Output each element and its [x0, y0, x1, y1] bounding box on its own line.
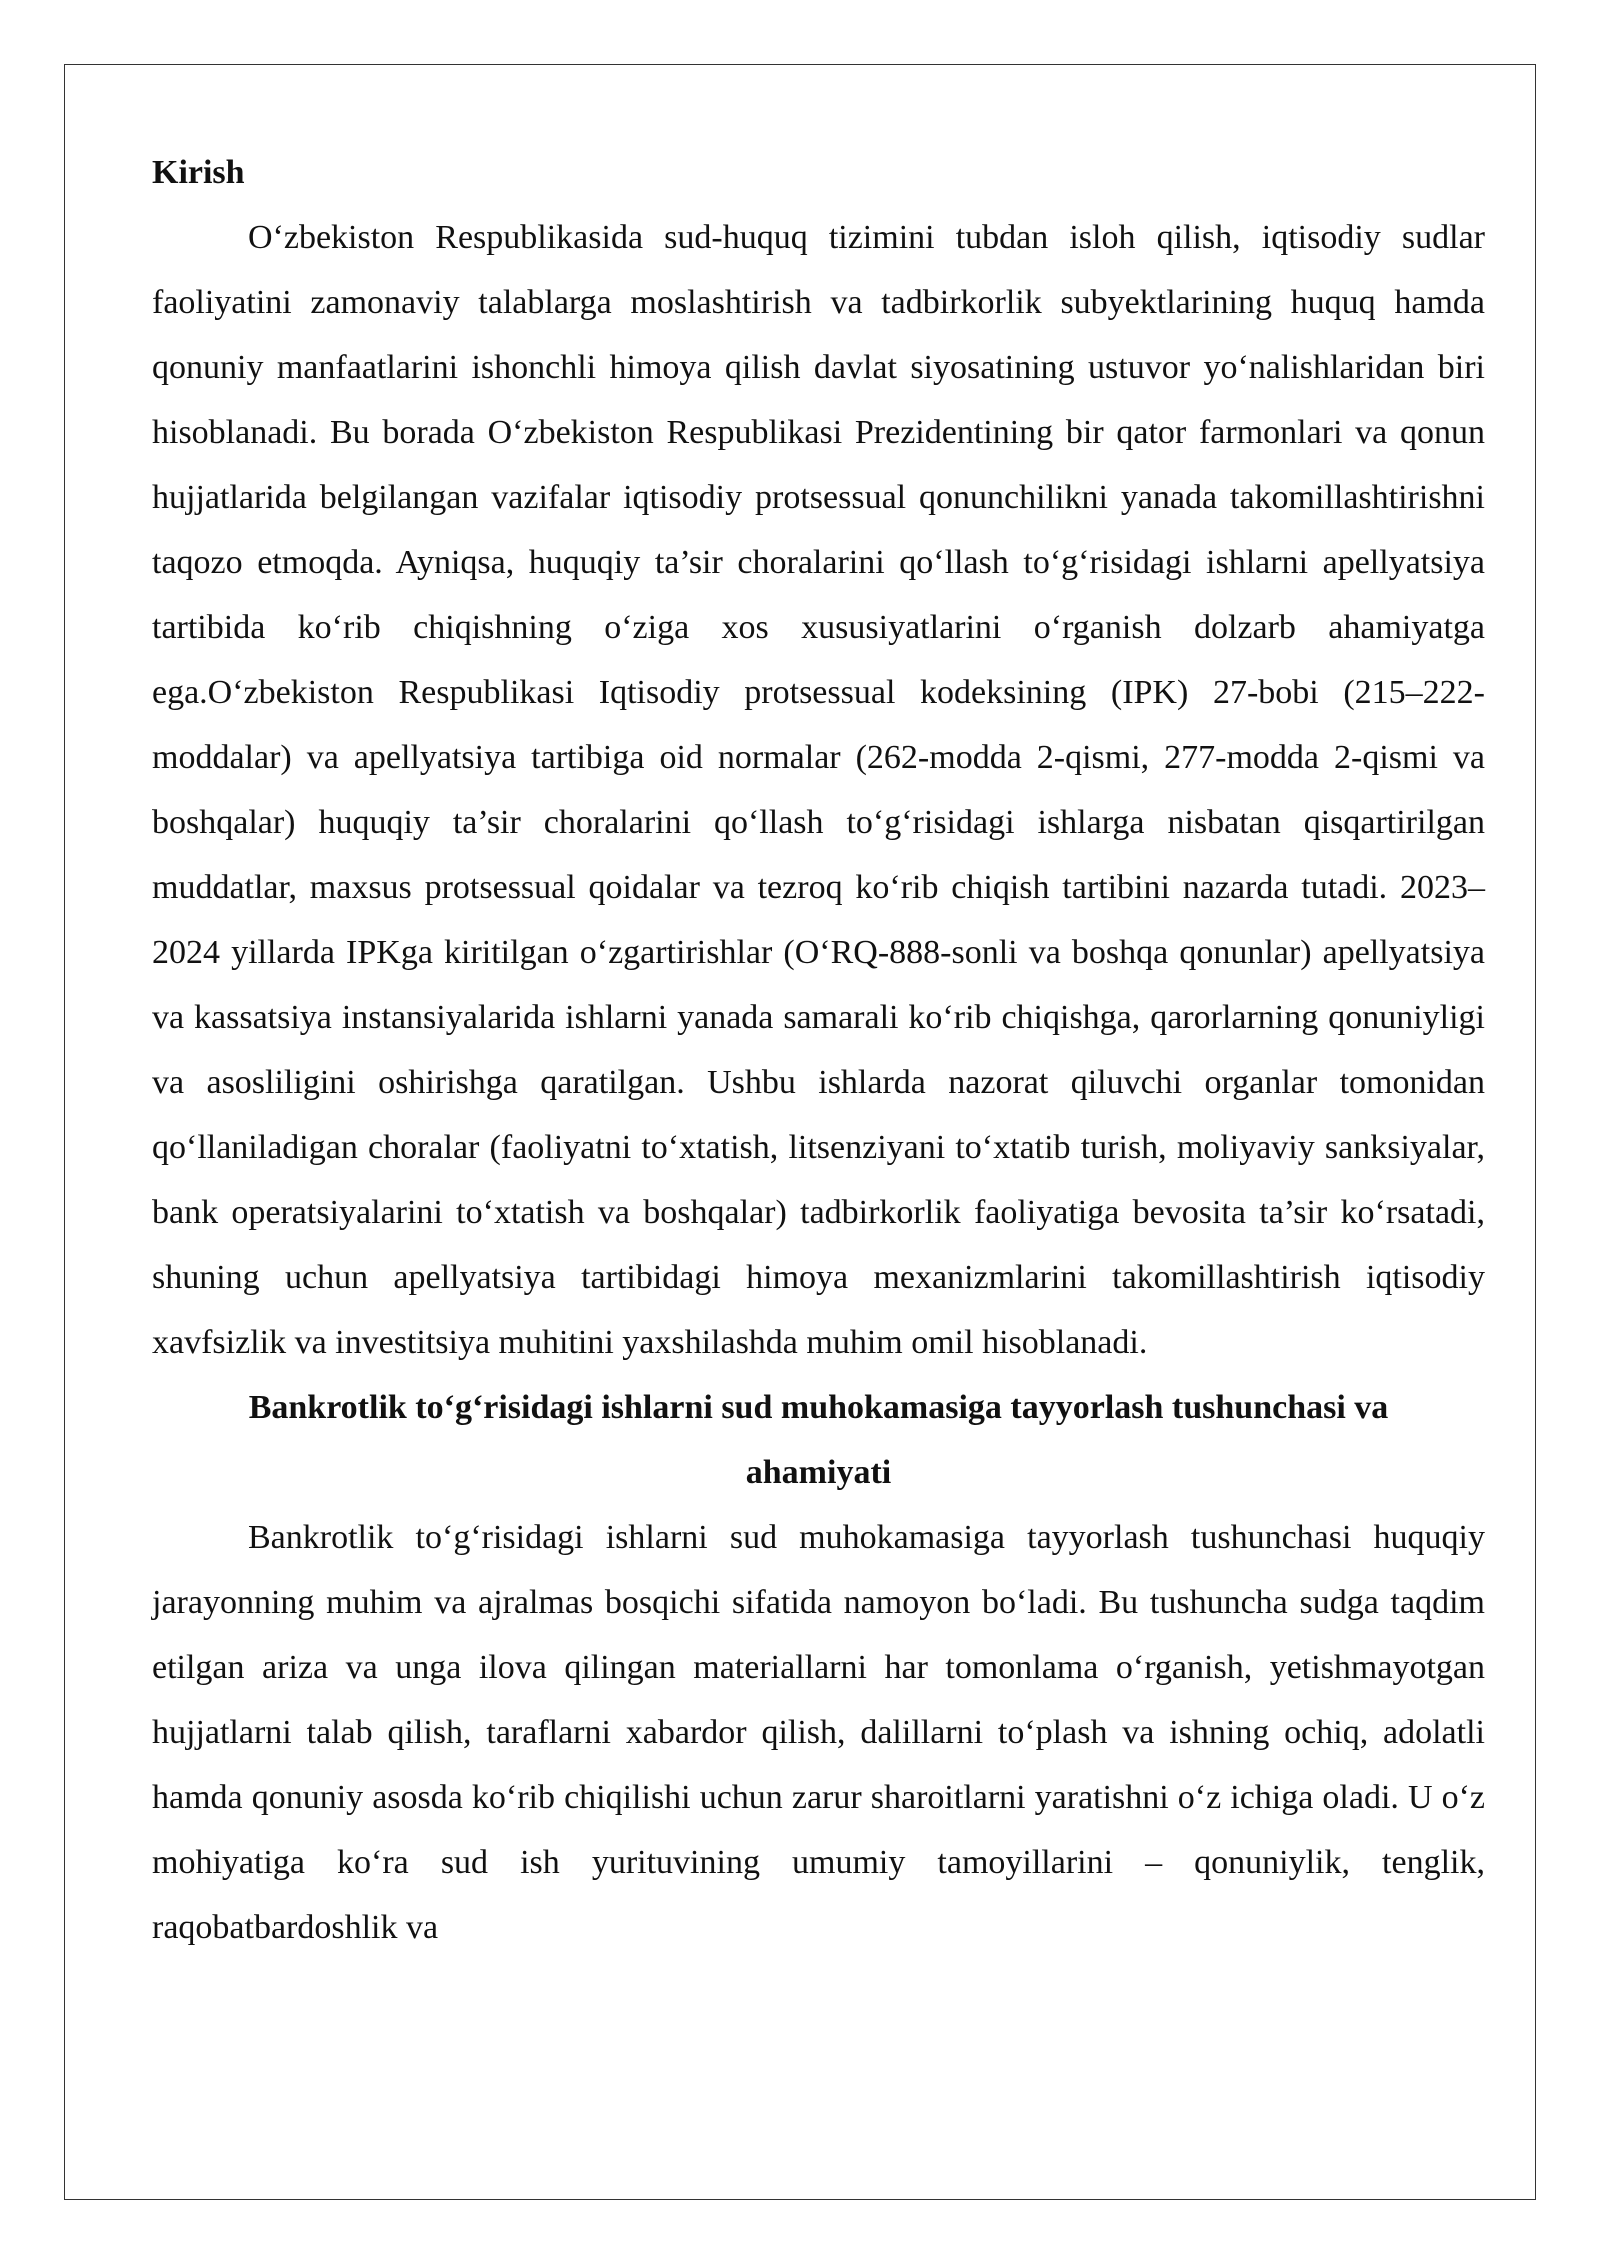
paragraph-intro: O‘zbekiston Respublikasida sud-huquq tizimini tubdan isloh qilish, iqtisodiy sudlar faoliyatini zamonaviy talablarga moslashtirish va tadbirkorlik subyektlarining huquq hamda qonuniy manfaatlarini ishonchli himoya qilish davlat siyosatining ustuvor yo‘nalishlaridan biri hisoblanadi. Bu borada O‘zbekiston Respublikasi Prezidentining bir qator farmonlari va qonun hujjatlarida belgilangan vazifalar iqtisodiy protsessual qonunchilikni yanada takomillashtirishni taqozo etmoqda. Ayniqsa, huquqiy ta’sir choralarini qo‘llash to‘g‘risidagi ishlarni apellyatsiya tartibida ko‘rib chiqishning o‘ziga xos xususiyatlarini o‘rganish dolzarb ahamiyatga ega.O‘zbekiston Respublikasi Iqtisodiy protsessual kodeksining (IPK) 27-bobi (215–222-moddalar) va apellyatsiya tartibiga oid normalar (262-modda 2-qismi, 277-modda 2-qismi va boshqalar) huquqiy ta’sir choralarini qo‘llash to‘g‘risidagi ishlarga nisbatan qisqartirilgan muddatlar, maxsus protsessual qoidalar va tezroq ko‘rib chiqish tartibini nazarda tutadi. 2023–2024 yillarda IPKga kiritilgan o‘zgartirishlar (O‘RQ-888-sonli va boshqa qonunlar) apellyatsiya va kassatsiya instansiyalarida ishlarni yanada samarali ko‘rib chiqishga, qarorlarning qonuniyligi va asosliligini oshirishga qaratilgan. Ushbu ishlarda nazorat qiluvchi organlar tomonidan qo‘llaniladigan choralar (faoliyatni to‘xtatish, litsenziyani to‘xtatib turish, moliyaviy sanksiyalar, bank operatsiyalarini to‘xtatish va boshqalar) tadbirkorlik faoliyatiga bevosita ta’sir ko‘rsatadi, shuning uchun apellyatsiya tartibidagi himoya mexanizmlarini takomillashtirish iqtisodiy xavfsizlik va investitsiya muhitini yaxshilashda muhim omil hisoblanadi.: [152, 219, 1485, 1361]
document-body: [152, 140, 1485, 1960]
heading-intro: Kirish: [152, 154, 245, 191]
heading-section: Bankrotlik to‘g‘risidagi ishlarni sud muhokamasiga tayyorlash tushunchasi va ahamiyati: [248, 1389, 1389, 1491]
paragraph-section: Bankrotlik to‘g‘risidagi ishlarni sud muhokamasiga tayyorlash tushunchasi huquqiy jarayonning muhim va ajralmas bosqichi sifatida namoyon bo‘ladi. Bu tushuncha sudga taqdim etilgan ariza va unga ilova qilingan materiallarni har tomonlama o‘rganish, yetishmayotgan hujjatlarni talab qilish, taraflarni xabardor qilish, dalillarni to‘plash va ishning ochiq, adolatli hamda qonuniy asosda ko‘rib chiqilishi uchun zarur sharoitlarni yaratishni o‘z ichiga oladi. U o‘z mohiyatiga ko‘ra sud ish yurituvining umumiy tamoyillarini – qonuniylik, tenglik, raqobatbardoshlik va: [152, 1519, 1485, 1946]
